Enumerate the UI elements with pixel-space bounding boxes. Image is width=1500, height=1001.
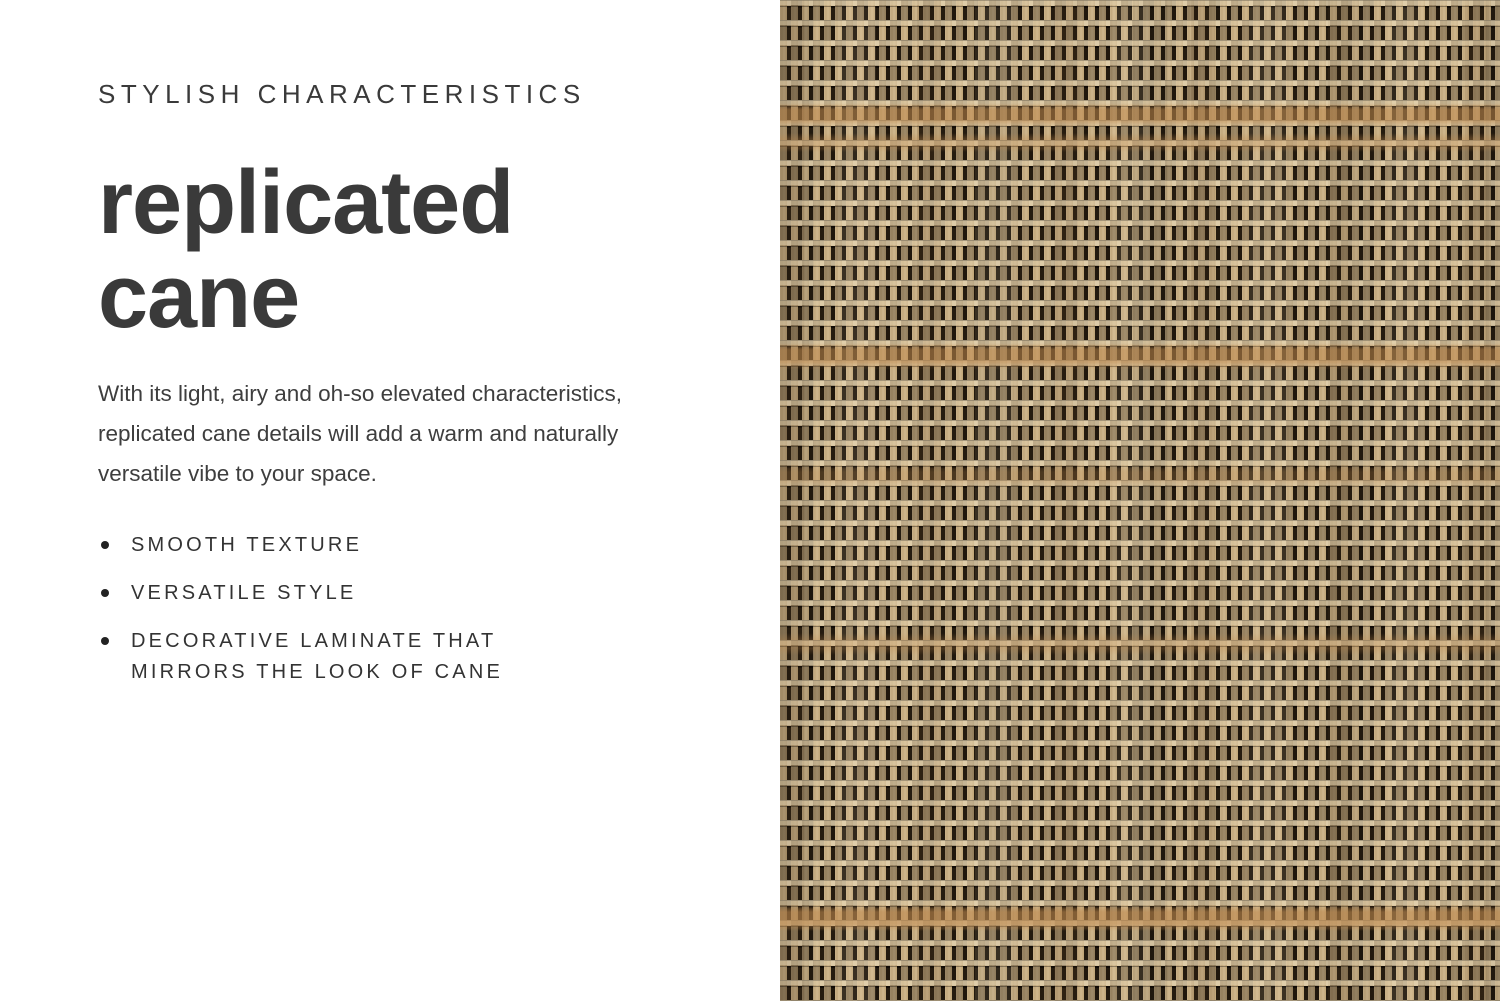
feature-text: SMOOTH TEXTURE xyxy=(131,534,363,556)
bullet-dot-icon xyxy=(101,637,109,645)
feature-item xyxy=(98,578,586,609)
bullet-dot-icon xyxy=(101,589,109,597)
description-paragraph: With its light, airy and oh-so elevated characteristics, replicated cane details will add a warm and naturally versatile vibe to your space. xyxy=(98,381,622,486)
feature-item xyxy=(98,530,586,561)
bullet-dot-icon xyxy=(101,541,109,549)
cane-texture-image xyxy=(780,0,1500,1001)
page-title: replicated cane xyxy=(98,153,514,347)
eyebrow-label: STYLISH CHARACTERISTICS xyxy=(98,79,586,109)
feature-item xyxy=(98,626,586,688)
feature-text: VERSATILE STYLE xyxy=(131,582,357,604)
feature-list xyxy=(98,530,780,688)
feature-text: DECORATIVE LAMINATE THAT MIRRORS THE LOOK OF CANE xyxy=(131,630,504,683)
